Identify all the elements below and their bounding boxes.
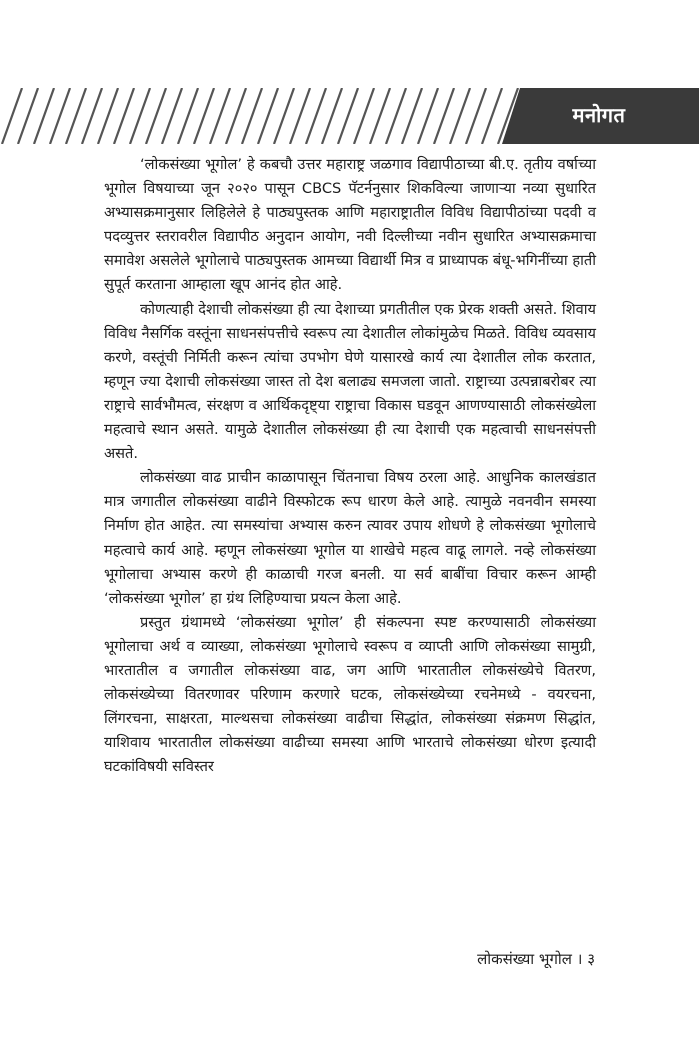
stripe-line xyxy=(290,88,310,144)
stripe-line xyxy=(306,88,326,144)
stripe-line xyxy=(82,88,102,144)
stripe-line xyxy=(370,88,390,144)
stripe-line xyxy=(322,88,342,144)
stripe-line xyxy=(2,88,22,144)
stripe-line xyxy=(434,88,454,144)
stripe-line xyxy=(274,88,294,144)
stripe-line xyxy=(386,88,406,144)
preface-body xyxy=(104,153,596,779)
paragraph-3: लोकसंख्या वाढ प्राचीन काळापासून चिंतनाचा विषय ठरला आहे. आधुनिक कालखंडात मात्र जगातील लोकसंख्या वाढीने विस्फोटक रूप धारण केले आहे. त्यामुळे नवनवीन समस्या निर्माण होत आहेत. त्या समस्यांचा अभ्यास करुन त्यावर उपाय शोधणे हे लोकसंख्या भूगोलाचे महत्वाचे कार्य आहे. म्हणून लोकसंख्या भूगोल या शाखेचे महत्व वाढू लागले. नव्हे लोकसंख्या भूगोलाचा अभ्यास करणे ही काळाची गरज बनली. या सर्व बाबींचा विचार करून आम्ही ‘लोकसंख्या भूगोल’ हा ग्रंथ लिहिण्याचा प्रयत्न केला आहे. xyxy=(104,469,596,607)
stripe-line xyxy=(178,88,198,144)
stripe-line xyxy=(338,88,358,144)
stripe-line xyxy=(402,88,422,144)
stripe-line xyxy=(114,88,134,144)
stripe-line xyxy=(34,88,54,144)
stripe-line xyxy=(242,88,262,144)
stripe-line xyxy=(18,88,38,144)
stripe-line xyxy=(258,88,278,144)
stripe-line xyxy=(354,88,374,144)
stripe-line xyxy=(450,88,470,144)
stripe-line xyxy=(98,88,118,144)
stripe-line xyxy=(226,88,246,144)
stripe-line xyxy=(482,88,502,144)
section-title: मनोगत xyxy=(572,103,626,127)
paragraph-1: ‘लोकसंख्या भूगोल’ हे कबचौ उत्तर महाराष्ट्र जळगाव विद्यापीठाच्या बी.ए. तृतीय वर्षाच्या भूगोल विषयाच्या जून २०२० पासून CBCS पॅटर्ननुसार शिकविल्या जाणाऱ्या नव्या सुधारित अभ्यासक्रमानुसार लिहिलेले हे पाठ्यपुस्तक आणि महाराष्ट्रातील विविध विद्यापीठांच्या पदवी व पदव्युत्तर स्तरावरील विद्यापीठ अनुदान आयोग, नवी दिल्लीच्या नवीन सुधारित अभ्यासक्रमाचा समावेश असलेले भूगोलाचे पाठ्यपुस्तक आमच्या विद्यार्थी मित्र व प्राध्यापक बंधू-भगिनींच्या हाती सुपूर्त करताना आम्हाला खूप आनंद होत आहे. xyxy=(104,156,596,294)
stripe-line xyxy=(146,88,166,144)
page-footer: लोकसंख्या भूगोल । ३ xyxy=(477,950,595,968)
paragraph-4: प्रस्तुत ग्रंथामध्ये ‘लोकसंख्या भूगोल’ ही संकल्पना स्पष्ट करण्यासाठी लोकसंख्या भूगोलाचा अर्थ व व्याख्या, लोकसंख्या भूगोलाचे स्वरूप व व्याप्ती आणि लोकसंख्या सामुग्री, भारतातील व जगातील लोकसंख्या वाढ, जग आणि भारतातील लोकसंख्येचे वितरण, लोकसंख्येच्या वितरणावर परिणाम करणारे घटक, लोकसंख्येच्या रचनेमध्ये - वयरचना, लिंगरचना, साक्षरता, माल्थसचा लोकसंख्या वाढीचा सिद्धांत, लोकसंख्या संक्रमण सिद्धांत, याशिवाय भारतातील लोकसंख्या वाढीच्या समस्या आणि भारताचे लोकसंख्या धोरण इत्यादी घटकांविषयी सविस्तर xyxy=(104,613,596,776)
stripe-line xyxy=(162,88,182,144)
paragraph-2: कोणत्याही देशाची लोकसंख्या ही त्या देशाच्या प्रगतीतील एक प्रेरक शक्ती असते. शिवाय विविध नैसर्गिक वस्तूंना साधनसंपत्तीचे स्वरूप त्या देशातील लोकांमुळेच मिळते. विविध व्यवसाय करणे, वस्तूंची निर्मिती करून त्यांचा उपभोग घेणे यासारखे कार्य त्या देशातील लोक करतात, म्हणून ज्या देशाची लोकसंख्या जास्त तो देश बलाढ्य समजला जातो. राष्ट्राच्या उत्पन्नाबरोबर त्या राष्ट्राचे सार्वभौमत्व, संरक्षण व आर्थिकदृष्ट्या राष्ट्राचा विकास घडवून आणण्यासाठी लोकसंख्येला महत्वाचे स्थान असते. यामुळे देशातील लोकसंख्या ही त्या देशाची एक महत्वाची साधनसंपत्ती असते. xyxy=(104,300,596,463)
stripe-line xyxy=(50,88,70,144)
stripe-line xyxy=(466,88,486,144)
stripe-line xyxy=(130,88,150,144)
stripe-line xyxy=(210,88,230,144)
stripe-line xyxy=(66,88,86,144)
stripe-line xyxy=(418,88,438,144)
stripe-line xyxy=(194,88,214,144)
